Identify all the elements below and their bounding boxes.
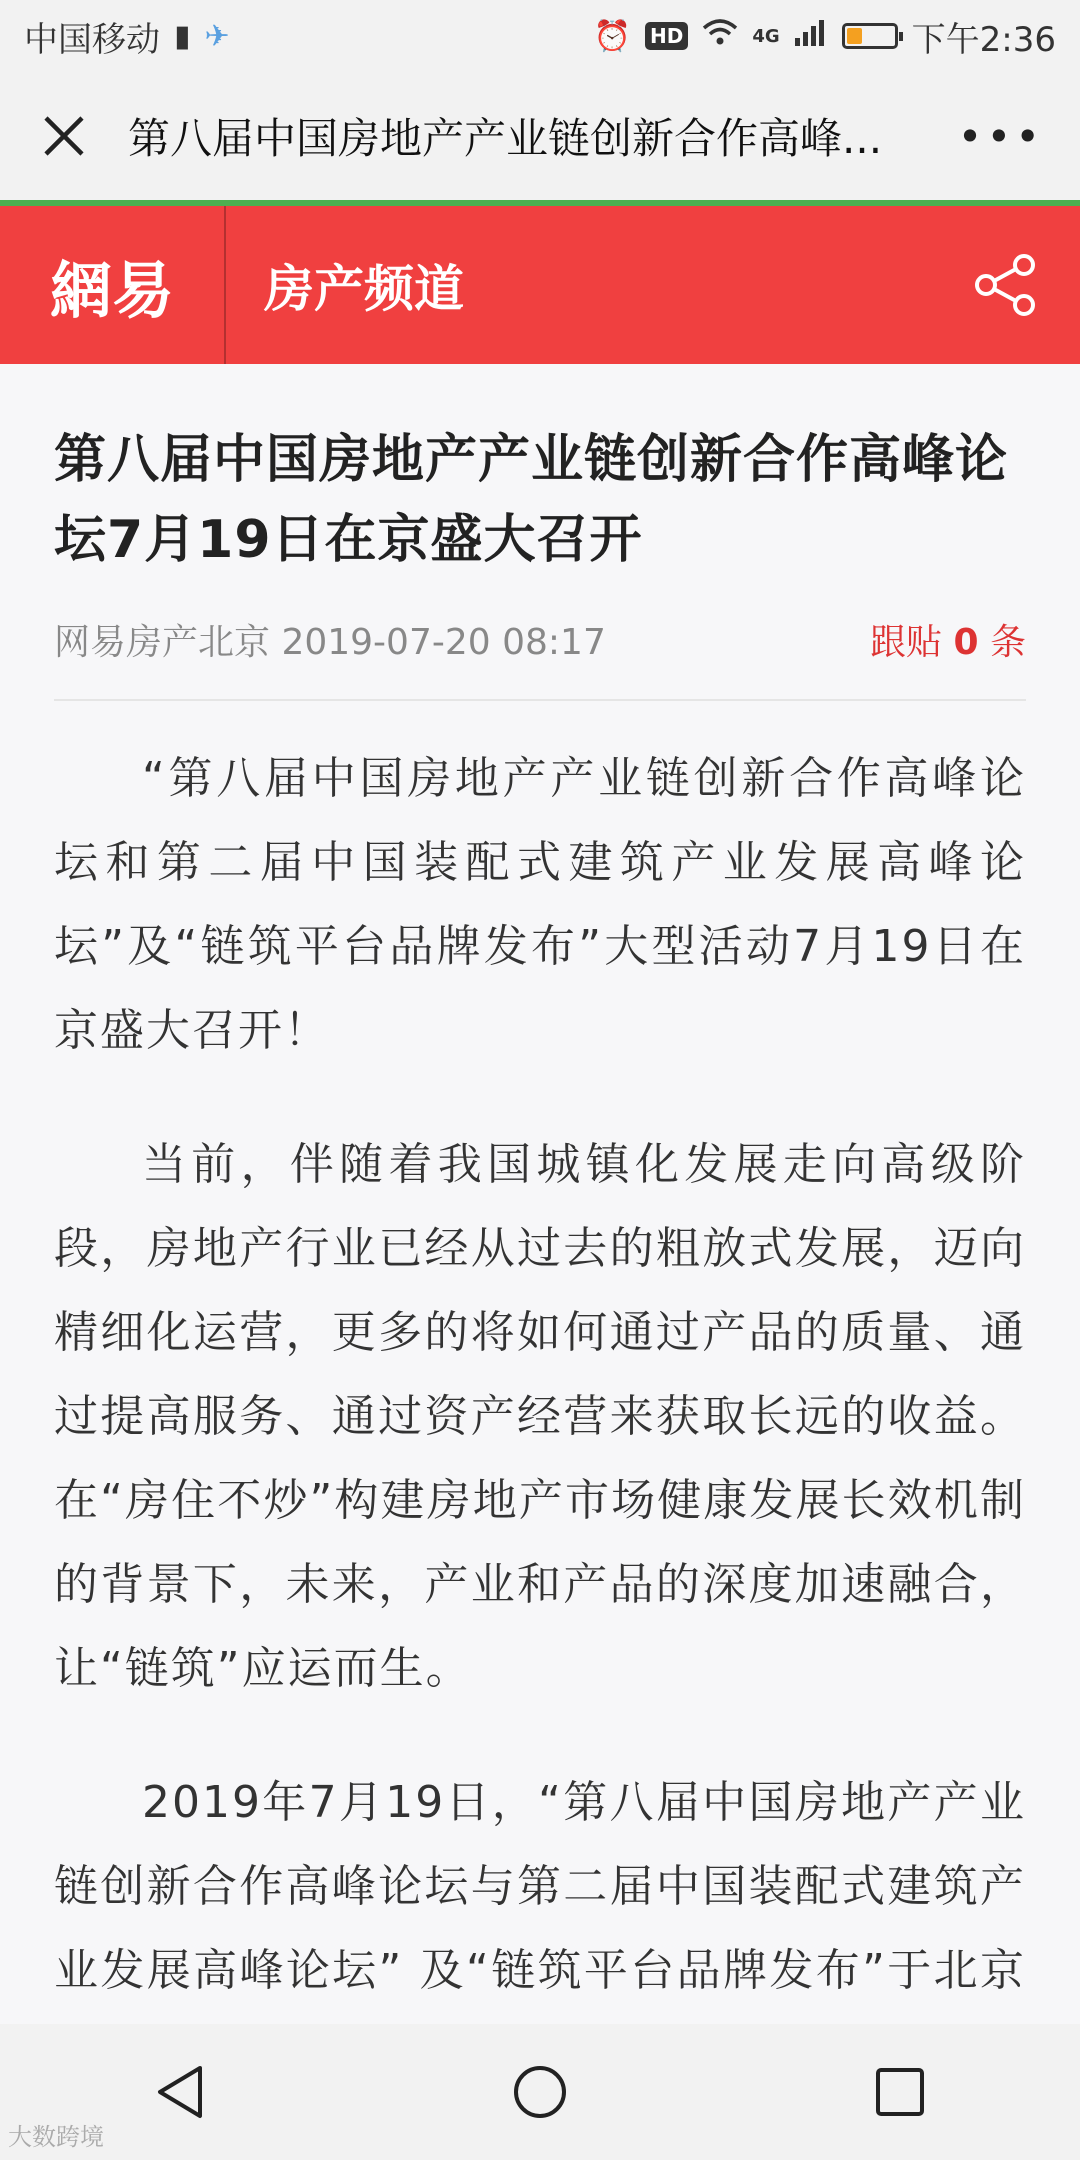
hd-icon: HD	[645, 22, 688, 50]
status-bar	[0, 0, 1080, 72]
comment-prefix: 跟贴	[870, 622, 954, 663]
home-button[interactable]	[495, 2047, 585, 2137]
back-button[interactable]	[135, 2047, 225, 2137]
article-paragraph: 2019年7月19日，“第八届中国房地产产业链创新合作高峰论坛与第二届中国装配式建筑产业发展高峰论坛” 及“链筑平台品牌发布”于北京	[54, 1777, 1026, 1996]
channel-bar	[0, 206, 1080, 364]
recents-square-icon	[872, 2064, 928, 2120]
article	[54, 364, 1026, 2141]
source-and-time: 网易房产北京 2019-07-20 08:17	[54, 622, 606, 663]
carrier-name: 中国移动	[24, 19, 160, 60]
network-type: 4G	[752, 25, 780, 47]
alarm-icon: ⏰	[593, 18, 631, 54]
more-options-button[interactable]	[958, 112, 1044, 161]
comment-count: 0	[953, 622, 979, 663]
share-button[interactable]	[972, 251, 1040, 319]
sim-alert-icon: ▮	[174, 18, 191, 54]
divider	[54, 699, 1026, 701]
comment-link[interactable]	[870, 614, 1026, 665]
article-title: 第八届中国房地产产业链创新合作高峰论坛7月19日在京盛大召开	[54, 430, 1009, 570]
app-notification-icon: ✈	[204, 18, 230, 54]
system-nav-bar	[0, 2024, 1080, 2160]
close-icon	[42, 114, 86, 158]
netease-logo[interactable]: 網易	[0, 206, 226, 364]
webview-header	[0, 72, 1080, 206]
article-meta	[54, 614, 1026, 665]
signal-icon	[794, 18, 828, 54]
article-paragraph: 当前，伴随着我国城镇化发展走向高级阶段，房地产行业已经从过去的粗放式发展，迈向精细化运营，更多的将如何通过产品的质量、通过提高服务、通过资产经营来获取长远的收益。在“房住不炒”构建房地产市场健康发展长效机制的背景下，未来，产业和产品的深度加速融合，让“链筑”应运而生。	[54, 1139, 1026, 1694]
back-triangle-icon	[152, 2062, 208, 2122]
watermark: 大数跨境	[8, 2123, 104, 2151]
page-title: 第八届中国房地产产业链创新合作高峰...	[128, 114, 883, 163]
close-button[interactable]	[36, 108, 92, 164]
comment-suffix: 条	[978, 622, 1026, 663]
channel-name[interactable]: 房产频道	[264, 260, 464, 318]
battery-icon	[842, 23, 898, 49]
recents-button[interactable]	[855, 2047, 945, 2137]
article-paragraph: “第八届中国房地产产业链创新合作高峰论坛和第二届中国装配式建筑产业发展高峰论坛”及“链筑平台品牌发布”大型活动7月19日在京盛大召开！	[54, 753, 1026, 1056]
clock: 下午2:36	[911, 19, 1056, 60]
share-icon	[972, 251, 1040, 319]
more-icon: •••	[957, 111, 1044, 161]
home-circle-icon	[510, 2062, 570, 2122]
wifi-icon	[702, 18, 738, 54]
